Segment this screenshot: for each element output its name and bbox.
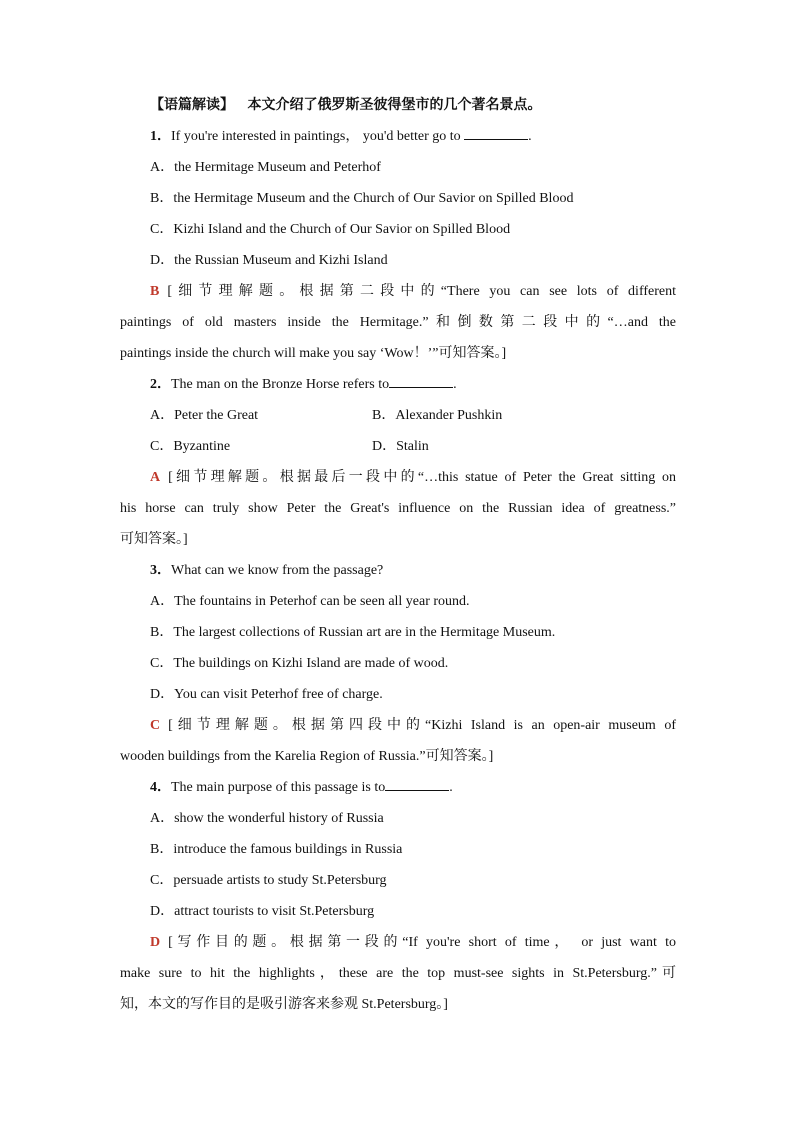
question-3-answer: C [150,718,161,733]
question-3-stem: 3．What can we know from the passage? [150,563,384,578]
question-2-option-b: B．Alexander Pushkin [372,408,503,423]
question-4-explanation-line-2: make sure to hit the highlights，these are the top must-see sights in St.Petersburg.”可 [120,966,676,981]
question-4-stem: 4．The main purpose of this passage is to . [150,780,453,795]
answer-blank [389,375,453,388]
question-2-option-a: A．Peter the Great [150,408,259,423]
question-4-option-b: B．introduce the famous buildings in Russia [150,842,403,857]
question-1-option-b: B．the Hermitage Museum and the Church of Our Savior on Spilled Blood [150,191,574,206]
passage-intro [120,90,676,121]
question-4-answer: D [150,935,161,950]
question-2-option-d: D．Stalin [372,439,429,454]
question-1-stem: 1．If you're interested in paintings， you'd better go to . [150,129,532,144]
question-2-option-c: C．Byzantine [150,439,231,454]
question-1-option-d: D．the Russian Museum and Kizhi Island [150,253,388,268]
question-2-explanation-line-3: 可知答案。] [120,532,188,547]
question-1-explanation-line-1: B [细节理解题。根据第二段中的“There you can see lots of different [150,284,676,299]
question-3-explanation-line-2: wooden buildings from the Karelia Region of Russia.”可知答案。] [120,749,494,764]
question-3-explanation-line-1: C [细节理解题。根据第四段中的“Kizhi Island is an open-air museum of [150,718,676,733]
question-3-option-d: D．You can visit Peterhof free of charge. [150,687,383,702]
document-page [120,90,676,1020]
answer-blank [385,778,449,791]
question-3-option-a: A．The fountains in Peterhof can be seen all year round. [150,594,470,609]
question-4-explanation-line-1: D [写作目的题。根据第一段的“If you're short of time， or just want to [150,935,676,950]
question-3-option-b: B．The largest collections of Russian art are in the Hermitage Museum. [150,625,556,640]
question-2-explanation-line-2: his horse can truly show Peter the Great's influence on the Russian idea of greatness.” [120,501,676,516]
intro-text: 本文介绍了俄罗斯圣彼得堡市的几个著名景点。 [247,98,542,113]
question-3-option-c: C．The buildings on Kizhi Island are made of wood. [150,656,449,671]
question-1-answer: B [150,284,160,299]
question-4-option-d: D．attract tourists to visit St.Petersburg [150,904,375,919]
answer-blank [464,127,528,140]
question-4-option-c: C．persuade artists to study St.Petersburg [150,873,387,888]
question-2-options-row-1 [120,400,676,431]
question-1-explanation-line-2: paintings of old masters inside the Hermitage.”和倒数第二段中的“…and the [120,315,676,330]
question-1-option-c: C．Kizhi Island and the Church of Our Savior on Spilled Blood [150,222,511,237]
question-1-explanation-line-3: paintings inside the church will make you say ‘Wow！’”可知答案。] [120,346,507,361]
question-4-option-a: A．show the wonderful history of Russia [150,811,384,826]
question-2-answer: A [150,470,161,485]
question-2-options-row-2 [120,431,676,462]
question-2-explanation-line-1: A [细节理解题。根据最后一段中的“…this statue of Peter the Great sitting on [150,470,676,485]
question-1-option-a: A．the Hermitage Museum and Peterhof [150,160,381,175]
intro-label: 【语篇解读】 [150,98,234,113]
question-4-explanation-line-3: 知，本文的写作目的是吸引游客来参观 St.Petersburg。] [120,997,448,1012]
question-2-stem: 2．The man on the Bronze Horse refers to . [150,377,457,392]
